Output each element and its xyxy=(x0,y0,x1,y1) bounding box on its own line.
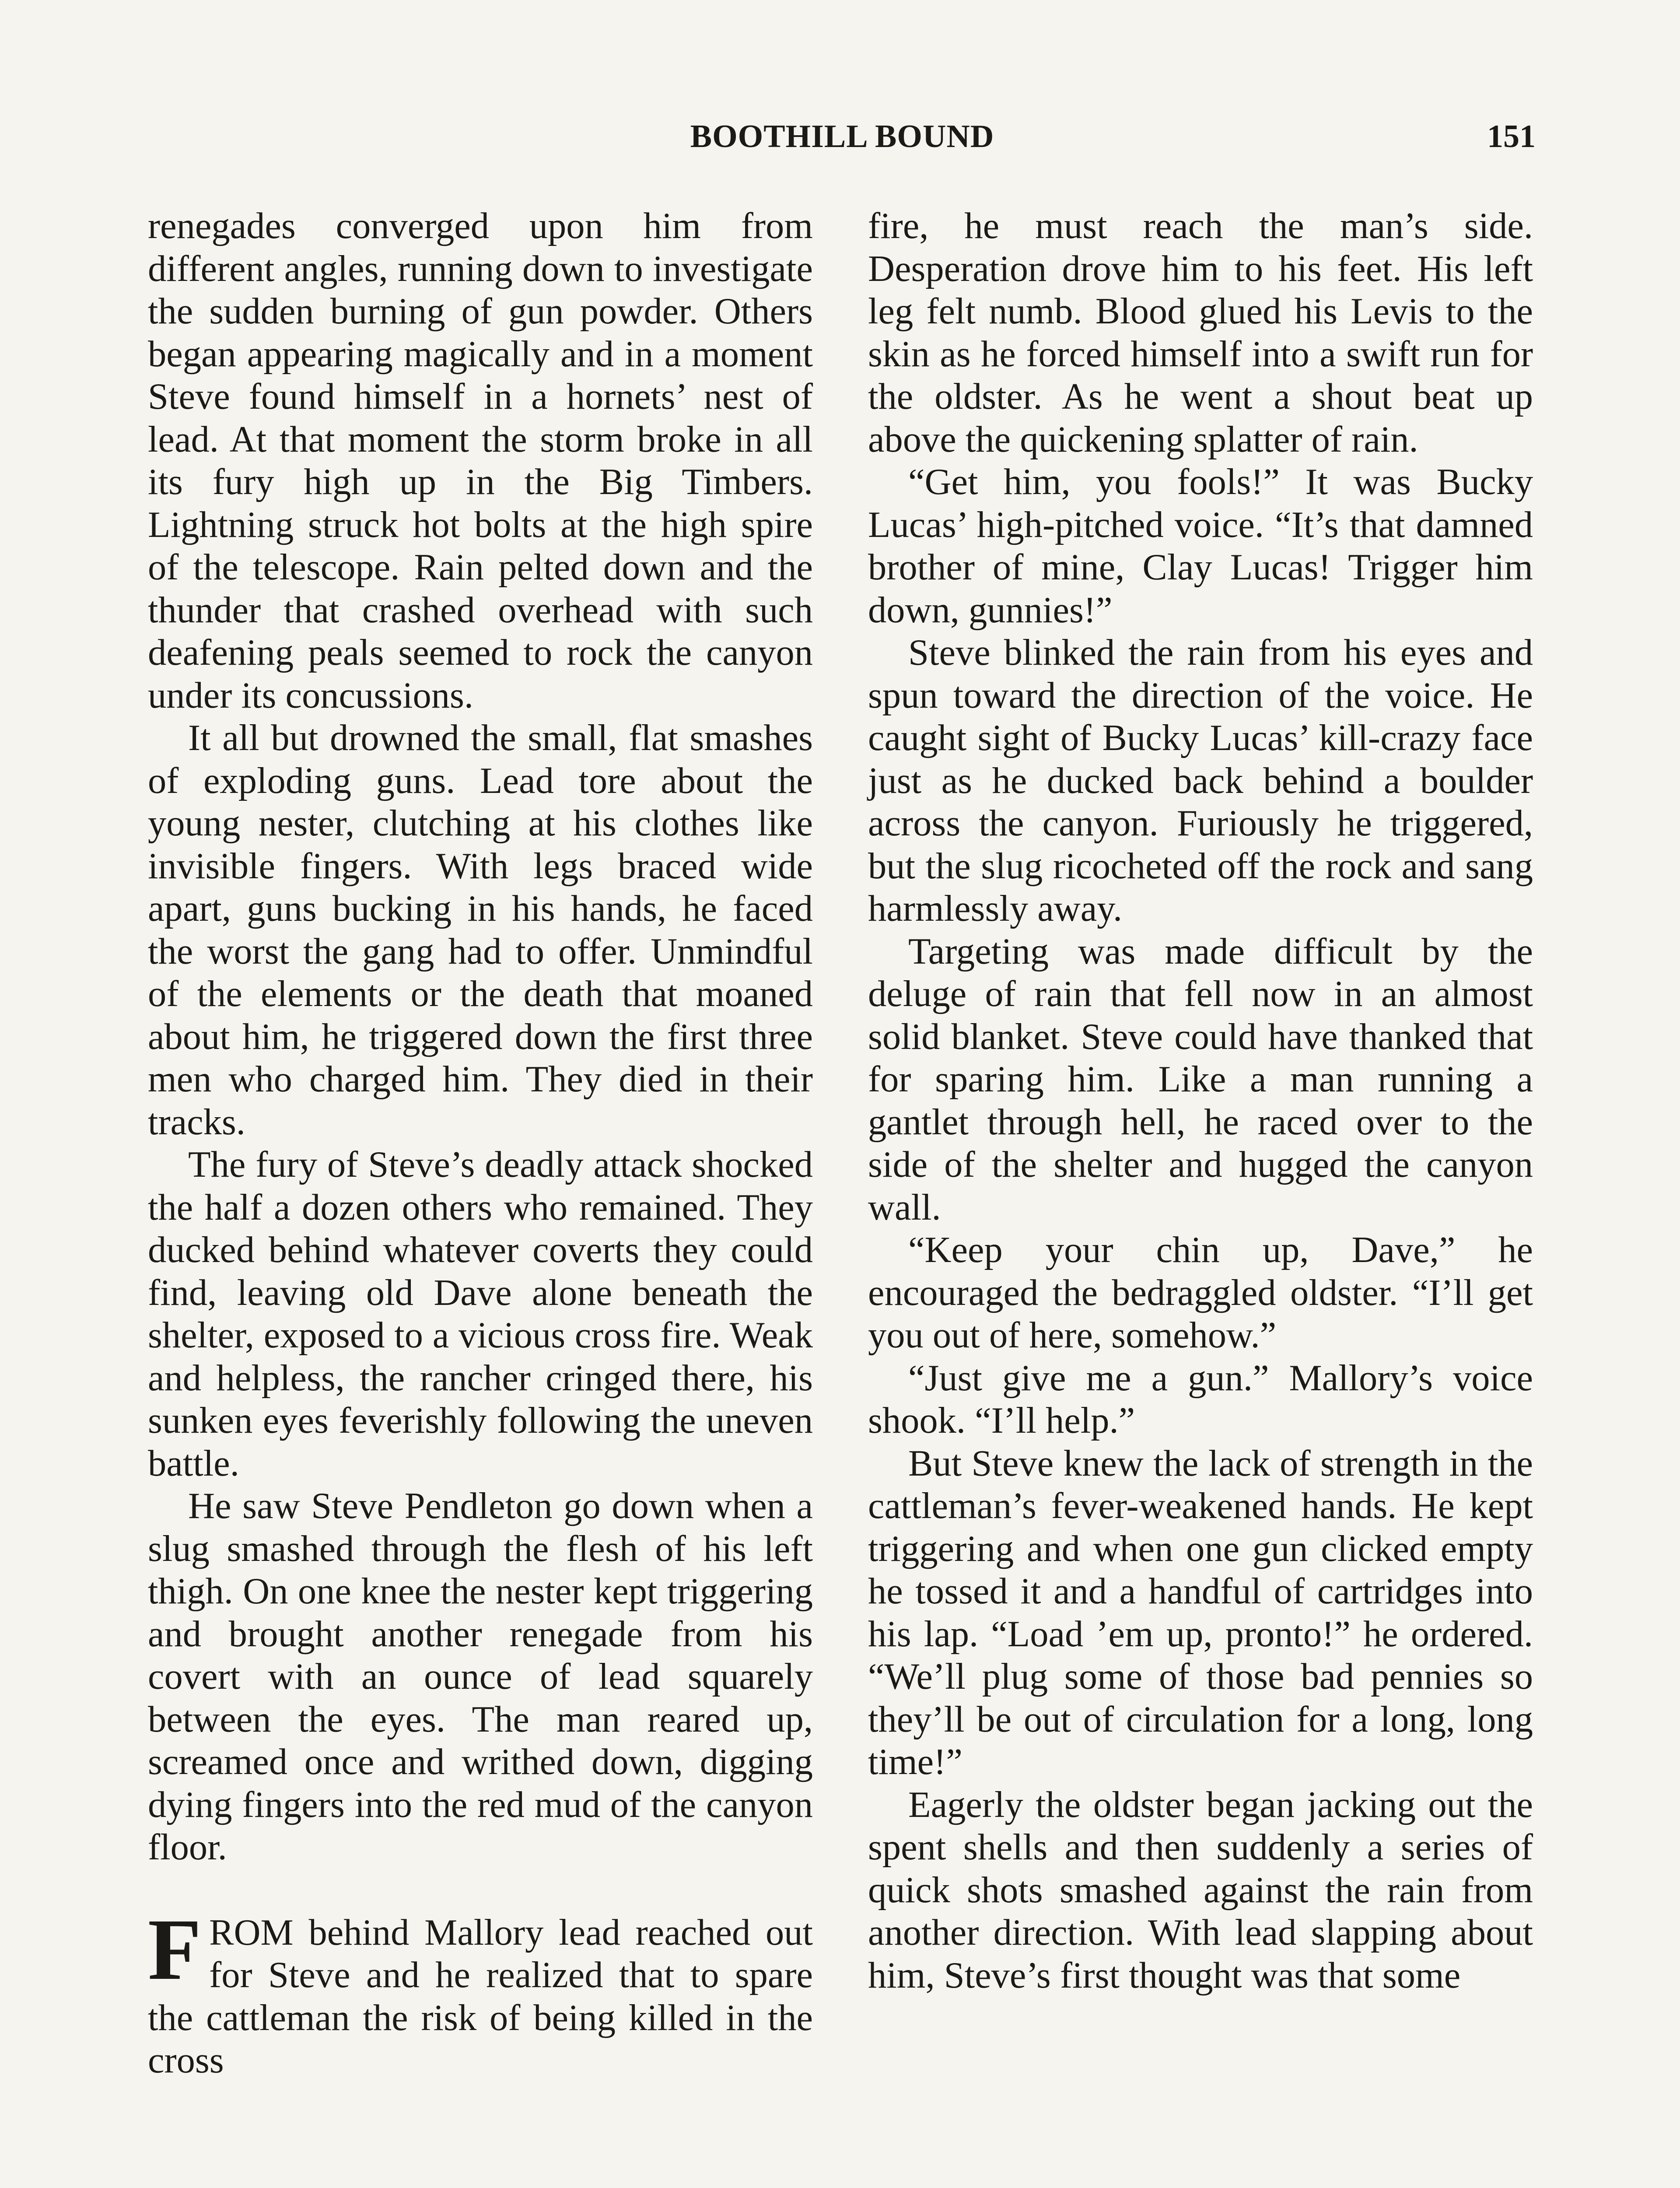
paragraph: He saw Steve Pendleton go down when a slug smashed through the flesh of his left thigh. On one knee the nester kept triggering and brought another renegade from his covert with an ounce of lead squarely between the eyes. The man reared up, screamed once and writhed down, digging dying fingers into the red mud of the canyon floor. xyxy=(148,1486,813,1868)
drop-cap: F xyxy=(148,1901,202,1998)
paragraph: renegades converged upon him from different angles, running down to investigate the sudden burning of gun powder. Others began appearing magically and in a moment Steve found himself in a hornets’ nest of lead. At that moment the storm broke in all its fury high up in the Big Timbers. Lightning struck hot bolts at the high spire of the telescope. Rain pelted down and the thunder that crashed overhead with such deafening peals seemed to rock the canyon under its concussions. xyxy=(148,206,813,716)
paragraph: But Steve knew the lack of strength in the cattleman’s fever-weakened hands. He kept triggering and when one gun clicked empty he tossed it and a handful of cartridges into his lap. “Load ’em up, pronto!” he ordered. “We’ll plug some of those bad pennies so they’ll be out of circulation for a long, long time!” xyxy=(868,1443,1533,1782)
paragraph: Eagerly the oldster began jacking out the spent shells and then suddenly a series of quick shots smashed against the rain from another direction. With lead slapping about him, Steve’s first thought was that some xyxy=(868,1784,1533,1996)
page-header xyxy=(149,118,1536,162)
paragraph: “Get him, you fools!” It was Bucky Lucas’ high-pitched voice. “It’s that damned brother of mine, Clay Lucas! Trigger him down, gunnies!” xyxy=(868,462,1533,631)
left-column xyxy=(148,205,813,2082)
paragraph: “Keep your chin up, Dave,” he encouraged the bedraggled oldster. “I’ll get you out of here, somehow.” xyxy=(868,1230,1533,1356)
paragraph: Targeting was made difficult by the deluge of rain that fell now in an almost solid blanket. Steve could have thanked that for sparing him. Like a man running a gantlet through hell, he raced over to the side of the shelter and hugged the canyon wall. xyxy=(868,931,1533,1228)
paragraph: The fury of Steve’s deadly attack shocked the half a dozen others who remained. They ducked behind whatever coverts they could find, leaving old Dave alone beneath the shelter, exposed to a vicious cross fire. Weak and helpless, the rancher cringed there, his sunken eyes feverishly following the uneven battle. xyxy=(148,1144,813,1484)
paragraph: It all but drowned the small, flat smashes of exploding guns. Lead tore about the young nester, clutching at his clothes like invisible fingers. With legs braced wide apart, guns bucking in his hands, he faced the worst the gang had to offer. Unmindful of the elements or the death that moaned about him, he triggered down the first three men who charged him. They died in their tracks. xyxy=(148,718,813,1143)
running-title: BOOTHILL BOUND xyxy=(690,119,994,154)
small-caps-lead: ROM xyxy=(209,1912,294,1953)
page-number: 151 xyxy=(1487,119,1536,154)
paragraph-text: behind Mallory lead reached out for Steve and he realized that to spare the cattleman the risk of being killed in the cross xyxy=(148,1912,813,2081)
paragraph: Steve blinked the rain from his eyes and spun toward the direction of the voice. He caught sight of Bucky Lucas’ kill-crazy face just as he ducked back behind a boulder across the canyon. Furiously he triggered, but the slug ricocheted off the rock and sang harmlessly away. xyxy=(868,632,1533,929)
paragraph: fire, he must reach the man’s side. Desperation drove him to his feet. His left leg felt numb. Blood glued his Levis to the skin as he forced himself into a swift run for the oldster. As he went a shout beat up above the quickening splatter of rain. xyxy=(868,206,1533,460)
right-column xyxy=(868,205,1533,1997)
section-start-paragraph xyxy=(148,1901,813,2082)
paragraph: “Just give me a gun.” Mallory’s voice shook. “I’ll help.” xyxy=(868,1357,1533,1441)
